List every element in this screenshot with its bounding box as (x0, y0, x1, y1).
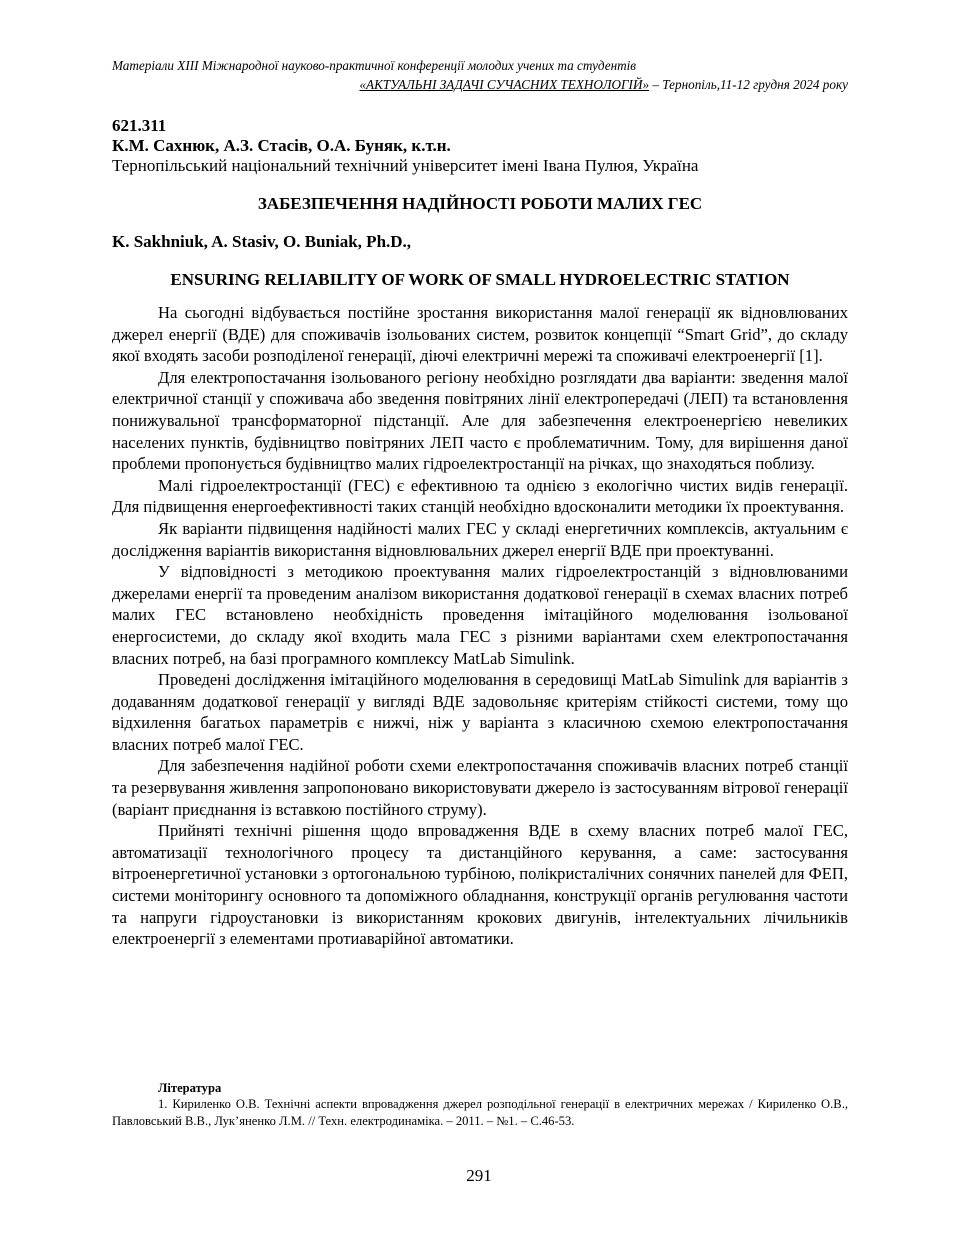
conference-header-line1: Матеріали XIII Міжнародної науково-практичної конференції молодих учених та студентів (112, 58, 637, 73)
udc-code: 621.311 (112, 116, 167, 135)
page-number: 291 (466, 1166, 492, 1185)
body-paragraph: Як варіанти підвищення надійності малих ГЕС у складі енергетичних комплексів, актуальним є дослідження варіантів використання відновлювальних джерел енергії ВДЕ при проектуванні. (112, 518, 848, 560)
body-paragraph: У відповідності з методикою проектування малих гідроелектростанцій з відновлюваними джерелами енергії та проведеним аналізом використання додаткової генерації в схемах власних потреб малих ГЕС встановлено необхідність проведення імітаційного моделювання ізольованої енергосистеми, до складу якої входить мала ГЕС з різними варіантами схем електропостачання власних потреб, на базі програмного комплексу MatLab Simulink. (112, 562, 848, 668)
body-paragraph: Для забезпечення надійної роботи схеми електропостачання споживачів власних потреб станції та резервування живлення запропоновано використовувати джерело із застосуванням вітрової генерації (варіант приєднання із вставкою постійного струму). (112, 756, 848, 819)
reference-item: 1. Кириленко О.В. Технічні аспекти впровадження джерел розподільної генерації в електричних мережах / Кириленко О.В., Павловський В.В., Лук’яненко Л.М. // Техн. електродинаміка. – 2011. – №1. – С.46-53. (112, 1097, 848, 1128)
conference-name: «АКТУАЛЬНІ ЗАДАЧІ СУЧАСНИХ ТЕХНОЛОГІЙ» (359, 77, 650, 92)
paper-title-ua: ЗАБЕЗПЕЧЕННЯ НАДІЙНОСТІ РОБОТИ МАЛИХ ГЕС (257, 194, 703, 213)
affiliation: Тернопільський національний технічний університет імені Івана Пулюя, Україна (112, 156, 699, 175)
body-paragraph: Прийняті технічні рішення щодо впровадження ВДЕ в схему власних потреб малої ГЕС, автоматизації технологічного процесу та дистанційного керування, а саме: застосування вітроенергетичної установки з ортогональною турбіною, полікристалічних сонячних панелей для ФЕП, системи моніторингу основного та допоміжного обладнання, конструкції органів регулювання частоти та напруги гідроустановки із використанням крокових двигунів, інтелектуальних лічильників електроенергії з елементами протиаварійної автоматики. (112, 821, 848, 949)
body-paragraph: Малі гідроелектростанції (ГЕС) є ефективною та однією з екологічно чистих видів генерації. Для підвищення енергоефективності таких станцій необхідно вдосконалити методики їх проектування. (112, 475, 848, 517)
literature-heading: Література (158, 1081, 222, 1095)
paper-body (112, 302, 848, 950)
body-paragraph: Для електропостачання ізольованого регіону необхідно розглядати два варіанти: зведення малої електричної станції у споживача або зведення повітряних лінії електропередачі (ЛЕП) та встановлення понижувальної трансформаторної підстанції. Але для забезпечення електроенергією невеликих населених пунктів, будівництво повітряних ЛЕП часто є проблематичним. Тому, для вирішення даної проблеми пропонується будівництво малих гідроелектростанції на річках, що знаходяться поблизу. (112, 367, 848, 474)
body-paragraph: На сьогодні відбувається постійне зростання використання малої генерації як відновлюваних джерел енергії (ВДЕ) для споживачів ізольованих систем, розвиток концепції “Smart Grid”, до складу якої входять засоби розподіленої генерації, діючі електричні мережі та споживачі електроенергії [1]. (112, 303, 848, 366)
body-paragraph: Проведені дослідження імітаційного моделювання в середовищі MatLab Simulink для варіантів з додаванням додаткової генерації у вигляді ВДЕ задовольняє критеріям стійкості системи, тому що відхилення багатьох параметрів є нижчі, ніж у варіанта з класичною схемою електропостачання власних потреб малої ГЕС. (112, 670, 848, 754)
authors-en: K. Sakhniuk, A. Stasiv, O. Buniak, Ph.D., (112, 232, 412, 251)
conference-place-date: – Тернопіль,11-12 грудня 2024 року (649, 77, 848, 92)
authors-ua: К.М. Сахнюк, А.З. Стасів, О.А. Буняк, к.т.н. (112, 136, 451, 155)
conference-header-line2 (112, 75, 848, 94)
paper-title-en: ENSURING RELIABILITY OF WORK OF SMALL HYDROELECTRIC STATION (170, 270, 790, 289)
